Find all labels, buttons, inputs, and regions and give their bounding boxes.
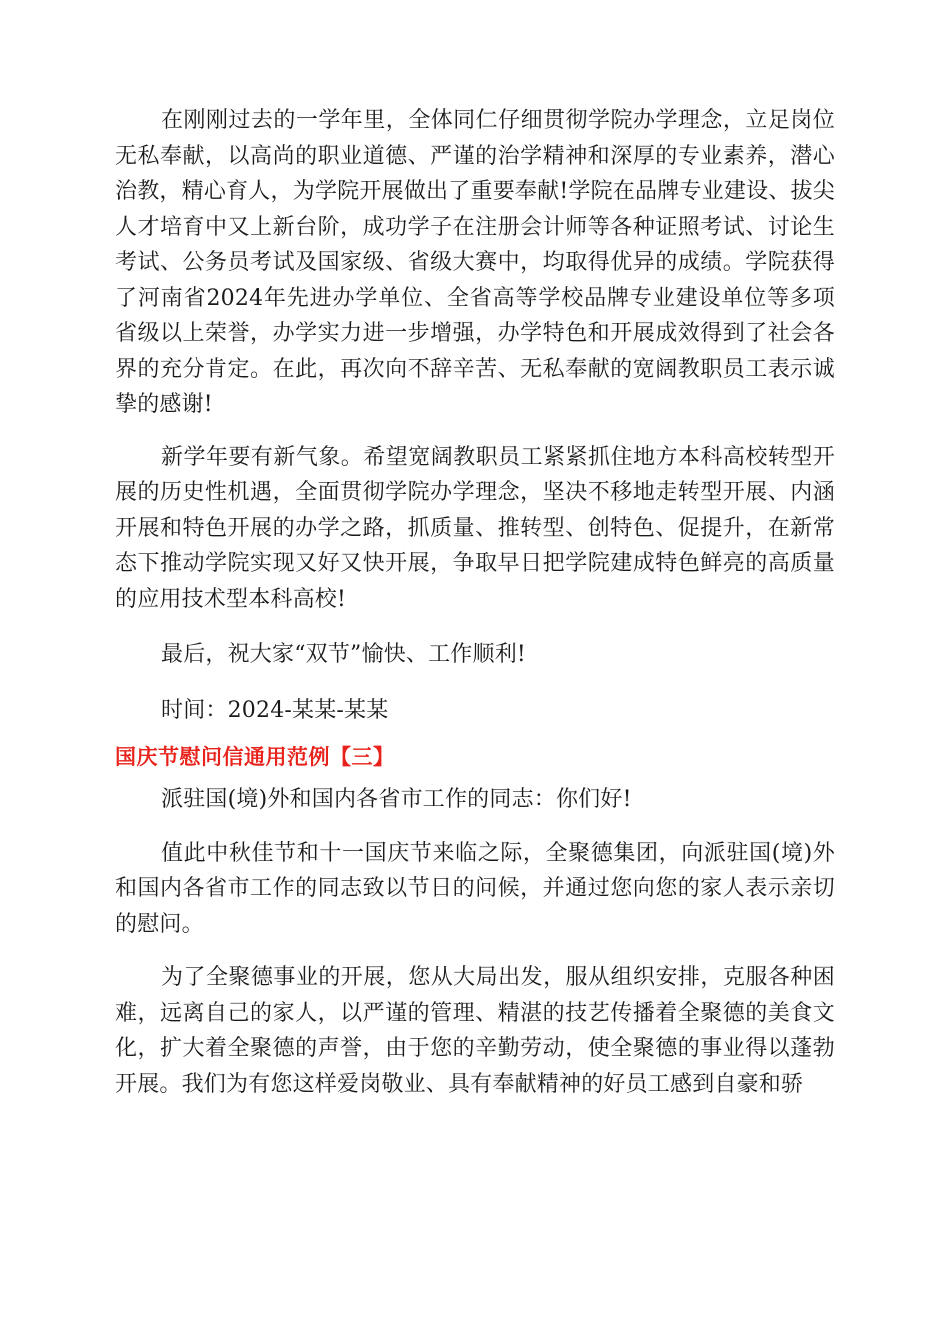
salutation: 派驻国(境)外和国内各省市工作的同志：你们好! [161, 787, 632, 812]
closing-wishes: 最后，祝大家“双节”愉快、工作顺利! [161, 642, 526, 667]
date-line: 时间：2024-某某-某某 [161, 697, 389, 723]
document-page [115, 103, 835, 1102]
section-heading: 国庆节慰问信通用范例【三】 [115, 745, 395, 769]
body-paragraph: 为了全聚德事业的开展，您从大局出发，服从组织安排，克服各种困难，远离自己的家人，以严谨的管理、精湛的技艺传播着全聚德的美食文化，扩大着全聚德的声誉，由于您的辛勤劳动，使全聚德的事业得以蓬勃开展。我们为有您这样爱岗敬业、具有奉献精神的好员工感到自豪和骄 [115, 965, 835, 1097]
body-paragraph: 新学年要有新气象。希望宽阔教职员工紧紧抓住地方本科高校转型开展的历史性机遇，全面贯彻学院办学理念，坚决不移地走转型开展、内涵开展和特色开展的办学之路，抓质量、推转型、创特色、促提升，在新常态下推动学院实现又好又快开展，争取早日把学院建成特色鲜亮的高质量的应用技术型本科高校! [115, 444, 835, 612]
body-paragraph: 值此中秋佳节和十一国庆节来临之际，全聚德集团，向派驻国(境)外和国内各省市工作的同志致以节日的问候，并通过您向您的家人表示亲切的慰问。 [115, 840, 835, 937]
body-paragraph: 在刚刚过去的一学年里，全体同仁仔细贯彻学院办学理念，立足岗位无私奉献，以高尚的职业道德、严谨的治学精神和深厚的专业素养，潜心治教，精心育人，为学院开展做出了重要奉献!学院在品牌专业建设、拔尖人才培育中又上新台阶，成功学子在注册会计师等各种证照考试、讨论生考试、公务员考试及国家级、省级大赛中，均取得优异的成绩。学院获得了河南省2024年先进办学单位、全省高等学校品牌专业建设单位等多项省级以上荣誉，办学实力进一步增强，办学特色和开展成效得到了社会各界的充分肯定。在此，再次向不辞辛苦、无私奉献的宽阔教职员工表示诚挚的感谢! [115, 108, 835, 417]
